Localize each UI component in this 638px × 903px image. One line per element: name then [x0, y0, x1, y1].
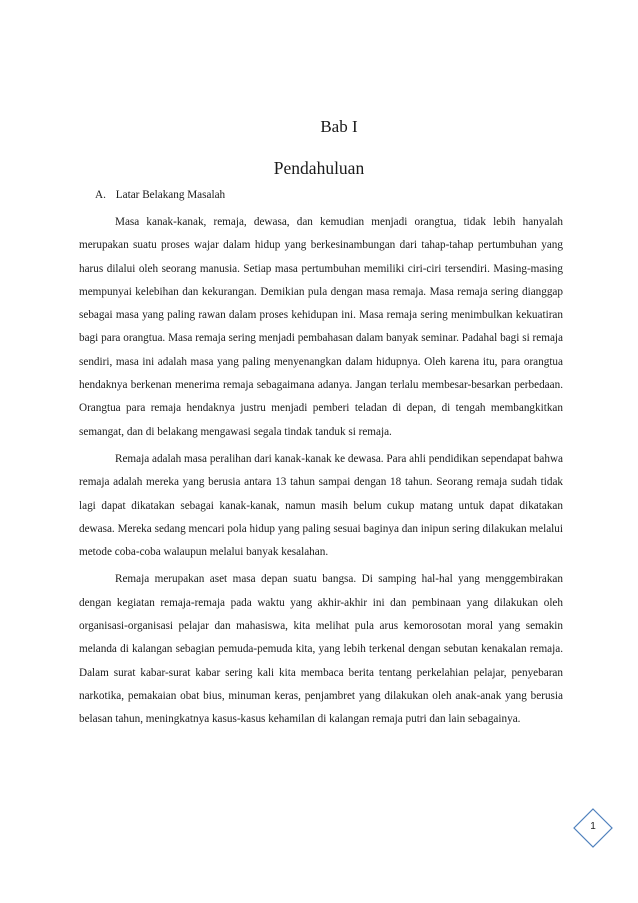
- section-title: Latar Belakang Masalah: [115, 189, 226, 201]
- chapter-number: Bab I: [320, 117, 358, 136]
- paragraph-1: Masa kanak-kanak, remaja, dewasa, dan kemudian menjadi orangtua, tidak lebih hanyalah merupakan suatu proses wajar dalam hidup yang berkesinambungan dari tahap-tahap pertumbuhan yang harus dilalui oleh seorang manusia. Setiap masa pertumbuhan memiliki ciri-ciri tersendiri. Masing-masing mempunyai kelebihan dan kekurangan. Demikian pula dengan masa remaja. Masa remaja sering dianggap sebagai masa yang paling rawan dalam proses kehidupan ini. Masa remaja sering menimbulkan kekuatiran bagi para orangtua. Masa remaja sering menjadi pembahasan dalam banyak seminar. Padahal bagi si remaja sendiri, masa ini adalah masa yang paling menyenangkan dalam hidupnya. Oleh karena itu, para orangtua hendaknya berkenan menerima remaja sebagaimana adanya. Jangan terlalu membesar-besarkan perbedaan. Orangtua para remaja hendaknya justru menjadi pemberi teladan di depan, di tengah membangkitkan semangat, dan di belakang mengawasi segala tindak tanduk si remaja.: [79, 216, 563, 438]
- section-heading: [95, 189, 225, 201]
- paragraph-2: Remaja adalah masa peralihan dari kanak-kanak ke dewasa. Para ahli pendidikan sependapat bahwa remaja adalah mereka yang berusia antara 13 tahun sampai dengan 18 tahun. Seorang remaja sudah tidak lagi dapat dikatakan sebagai kanak-kanak, namun masih belum cukup matang untuk dapat dikatakan dewasa. Mereka sedang mencari pola hidup yang paling sesuai baginya dan inipun sering dilakukan melalui metode coba-coba walaupun melalui banyak kesalahan.: [79, 452, 563, 559]
- section-label: A.: [95, 189, 106, 201]
- page-number: 1: [590, 821, 596, 832]
- page-number-badge: [573, 808, 613, 848]
- chapter-title: Pendahuluan: [273, 158, 365, 178]
- body-text: [79, 211, 563, 736]
- paragraph-3: Remaja merupakan aset masa depan suatu bangsa. Di samping hal-hal yang menggembirakan dengan kegiatan remaja-remaja pada waktu yang akhir-akhir ini dan pembinaan yang dilakukan oleh organisasi-organisasi pelajar dan mahasiswa, kita melihat pula arus kemorosotan moral yang semakin melanda di kalangan sebagian pemuda-pemuda kita, yang lebih terkenal dengan sebutan kenakalan remaja. Dalam surat kabar-surat kabar sering kali kita membaca berita tentang perkelahian pelajar, penyebaran narkotika, pemakaian obat bius, minuman keras, penjambret yang dilakukan oleh anak-anak yang berusia belasan tahun, meningkatnya kasus-kasus kehamilan di kalangan remaja putri dan lain sebagainya.: [79, 573, 563, 726]
